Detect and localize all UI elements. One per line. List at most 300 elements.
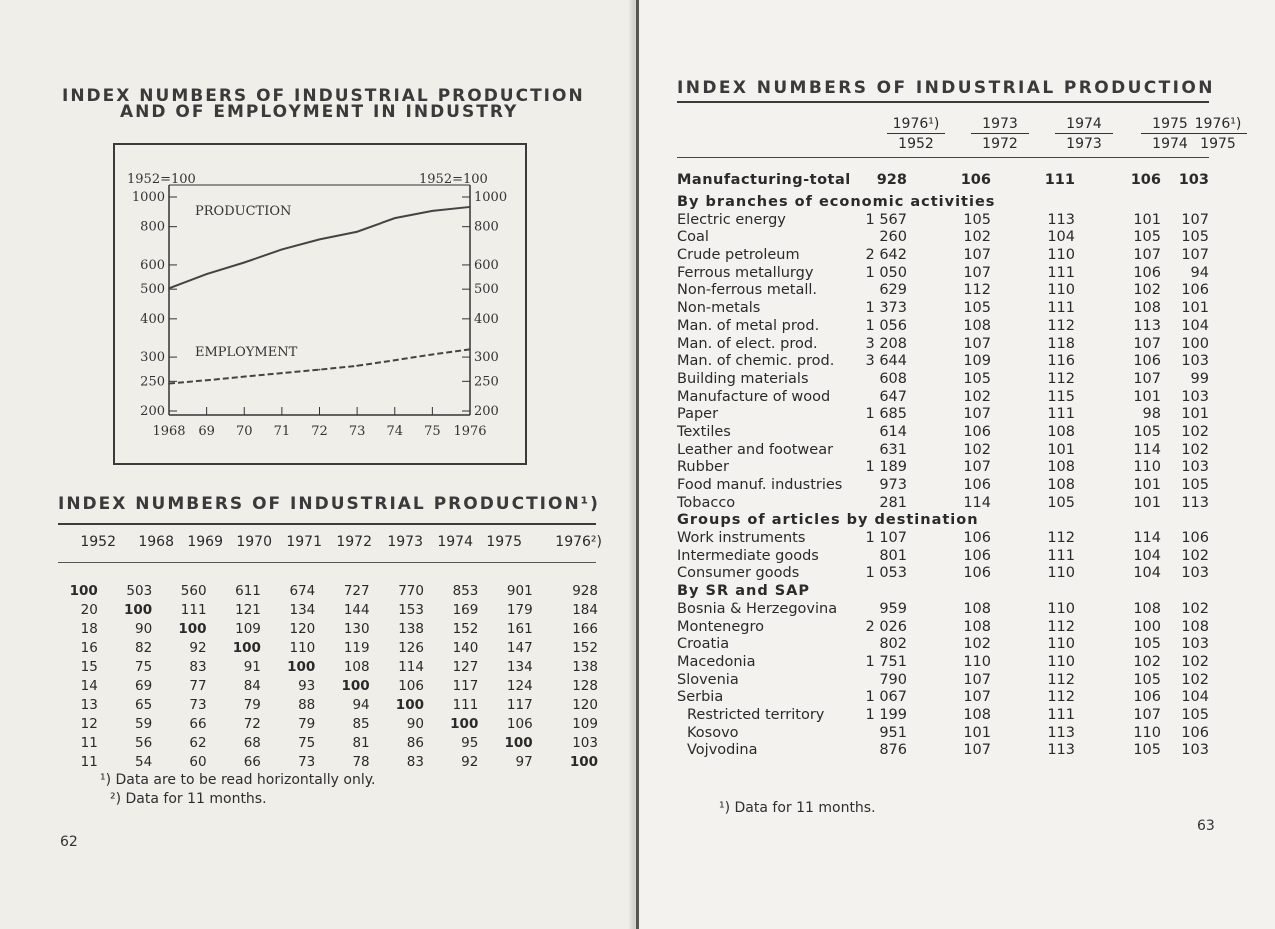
table-row [677, 353, 1247, 371]
chart-left-tick-label: 800 [140, 219, 165, 235]
row-label: Ferrous metallurgy [677, 264, 814, 281]
table-row [50, 620, 598, 639]
row-value: 1 067 [865, 689, 907, 706]
row-value: 106 [1130, 172, 1161, 188]
column-header-top: 1975 [1141, 116, 1199, 134]
row-value: 281 [879, 494, 907, 511]
table-cell: 179 [506, 602, 533, 618]
table-cell: 20 [80, 602, 98, 618]
row-value: 103 [1181, 459, 1209, 476]
row-value: 103 [1181, 388, 1209, 405]
row-value: 114 [963, 494, 991, 511]
row-value: 112 [1047, 618, 1075, 635]
chart-left-tick-label: 1000 [131, 190, 165, 205]
row-value: 113 [1133, 317, 1161, 334]
table-cell: 727 [343, 583, 370, 599]
table-cell: 75 [135, 659, 153, 675]
row-value: 110 [1047, 282, 1075, 299]
table-cell: 126 [398, 640, 424, 656]
chart-right-tick-label: 600 [474, 257, 499, 273]
table-cell: 121 [235, 602, 261, 618]
chart-left-tick-label: 400 [140, 311, 165, 327]
table-cell: 16 [80, 640, 98, 656]
table-cell: 97 [515, 754, 533, 770]
row-value: 111 [1044, 172, 1075, 188]
row-value: 973 [879, 477, 907, 493]
row-value: 116 [1047, 353, 1075, 370]
row-label: By branches of economic activities [677, 194, 996, 210]
chart-right-tick-label: 800 [474, 219, 499, 235]
chart-series-production-point [356, 231, 358, 233]
row-value: 100 [1133, 618, 1161, 635]
table-cell: 108 [343, 659, 370, 675]
chart-title-line2: AND OF EMPLOYMENT IN INDUSTRY [120, 102, 519, 122]
table-cell: 161 [506, 621, 533, 637]
table-cell: 130 [343, 621, 370, 637]
row-value: 105 [1133, 742, 1161, 759]
table-row [677, 300, 1247, 318]
table-header-cell: 1969 [187, 534, 223, 550]
left-index-table [50, 582, 598, 772]
page-number-right: 63 [1197, 818, 1215, 834]
table-row [677, 742, 1247, 760]
row-value: 112 [1047, 671, 1075, 688]
row-value: 101 [1047, 441, 1075, 458]
left-page [0, 0, 636, 929]
row-value: 104 [1047, 229, 1075, 246]
column-header-top: 1976¹) [1189, 116, 1247, 134]
table-cell: 100 [569, 754, 598, 770]
right-top-rule [677, 101, 1209, 103]
row-label: Non-ferrous metall. [677, 282, 818, 299]
chart-x-tick-label: 69 [198, 424, 215, 439]
table-row [677, 725, 1247, 743]
table-row [677, 406, 1247, 424]
chart-right-base-label: 1952=100 [419, 172, 488, 187]
chart-series-production-point [281, 249, 283, 251]
chart-series-employment-point [394, 359, 396, 361]
chart-series-production-point [168, 287, 170, 289]
row-label: Tobacco [677, 494, 736, 511]
row-label: Electric energy [677, 211, 786, 228]
row-value: 113 [1181, 494, 1209, 511]
row-value: 102 [1181, 441, 1209, 458]
row-value: 104 [1133, 565, 1161, 582]
row-value: 108 [1047, 459, 1075, 476]
table-cell: 100 [504, 735, 533, 751]
row-value: 113 [1047, 742, 1075, 759]
row-value: 260 [879, 229, 907, 246]
row-value: 108 [1133, 600, 1161, 617]
row-value: 629 [879, 282, 907, 299]
row-value: 801 [879, 547, 907, 564]
row-value: 111 [1047, 547, 1075, 564]
right-title: INDEX NUMBERS OF INDUSTRIAL PRODUCTION [677, 78, 1215, 98]
row-label: Building materials [677, 370, 809, 387]
row-value: 101 [1133, 211, 1161, 228]
table-cell: 119 [343, 640, 370, 656]
table-row [50, 696, 598, 715]
section-heading [677, 583, 1247, 601]
table-row [677, 424, 1247, 442]
row-label: Work instruments [677, 530, 806, 547]
chart-series-employment-point [281, 372, 283, 374]
row-value: 111 [1047, 264, 1075, 281]
row-value: 106 [1133, 264, 1161, 281]
table-cell: 169 [452, 602, 479, 618]
row-value: 105 [1133, 636, 1161, 653]
table-cell: 90 [406, 716, 424, 732]
row-value: 802 [879, 636, 907, 653]
section-heading [677, 194, 1247, 212]
row-label: Man. of metal prod. [677, 317, 820, 334]
table-header-rule [58, 562, 596, 563]
table-cell: 62 [189, 735, 207, 751]
row-value: 101 [1181, 300, 1209, 317]
table-row [677, 654, 1247, 672]
table-row [50, 639, 598, 658]
table-cell: 117 [506, 697, 533, 713]
table-cell: 11 [80, 735, 98, 751]
row-label: By SR and SAP [677, 583, 811, 600]
row-value: 110 [1133, 724, 1161, 741]
row-value: 107 [1181, 247, 1209, 264]
column-header-bottom: 1974 [1152, 136, 1188, 152]
table-cell: 81 [352, 735, 370, 751]
table-cell: 120 [289, 621, 316, 637]
table-cell: 82 [135, 640, 153, 656]
row-label: Manufacture of wood [677, 388, 831, 405]
column-header-bottom: 1973 [1066, 136, 1102, 152]
row-value: 108 [963, 706, 991, 723]
table-cell: 83 [189, 659, 207, 675]
row-value: 109 [963, 353, 991, 370]
row-value: 105 [1181, 706, 1209, 723]
chart-left-tick-label: 200 [140, 404, 165, 419]
table-cell: 117 [452, 678, 479, 694]
column-header [1055, 116, 1113, 152]
table-cell: 12 [80, 716, 98, 732]
right-footnote: ¹) Data for 11 months. [719, 800, 876, 816]
table-row [677, 172, 1247, 194]
row-value: 111 [1047, 406, 1075, 423]
table-cell: 184 [572, 602, 598, 618]
section-heading [677, 512, 1247, 530]
chart-x-tick-label: 71 [273, 424, 291, 439]
row-value: 106 [963, 530, 991, 547]
row-value: 103 [1181, 742, 1209, 759]
table-cell: 18 [80, 621, 98, 637]
table-cell: 100 [178, 621, 207, 637]
table-row [677, 530, 1247, 548]
row-value: 112 [1047, 689, 1075, 706]
table-cell: 853 [452, 583, 479, 599]
row-value: 647 [879, 388, 907, 405]
chart-series-production-point [469, 206, 471, 208]
row-label: Food manuf. industries [677, 477, 843, 493]
chart-left-base-label: 1952=100 [127, 172, 196, 187]
row-value: 103 [1181, 353, 1209, 370]
row-value: 107 [963, 689, 991, 706]
table-row [50, 715, 598, 734]
chart-x-tick-label: 75 [424, 424, 441, 439]
table-cell: 95 [461, 735, 479, 751]
row-value: 118 [1047, 335, 1075, 352]
table-header-cell: 1975 [486, 534, 522, 550]
table-cell: 86 [406, 735, 424, 751]
chart-title-line1: INDEX NUMBERS OF INDUSTRIAL PRODUCTION [62, 86, 585, 106]
chart-series-label-production: PRODUCTION [195, 204, 292, 220]
table-row [677, 689, 1247, 707]
row-value: 3 644 [865, 353, 907, 370]
chart-x-tick-label: 1976 [453, 424, 487, 439]
table-cell: 79 [243, 697, 261, 713]
row-value: 106 [1133, 689, 1161, 706]
table-cell: 138 [572, 659, 598, 675]
row-value: 101 [963, 724, 991, 741]
row-value: 108 [1047, 477, 1075, 493]
row-value: 115 [1047, 388, 1075, 405]
row-value: 107 [1133, 370, 1161, 387]
row-value: 1 056 [865, 317, 907, 334]
row-value: 112 [1047, 370, 1075, 387]
row-value: 1 053 [865, 565, 907, 582]
table-cell: 134 [506, 659, 533, 675]
row-value: 104 [1181, 317, 1209, 334]
row-value: 101 [1133, 388, 1161, 405]
table-cell: 77 [189, 678, 207, 694]
row-value: 101 [1133, 494, 1161, 511]
row-value: 103 [1181, 565, 1209, 582]
chart-right-tick-label: 200 [474, 404, 499, 419]
row-value: 2 642 [865, 247, 907, 264]
row-value: 106 [963, 423, 991, 440]
row-value: 107 [1133, 335, 1161, 352]
row-value: 102 [963, 388, 991, 405]
row-value: 107 [963, 247, 991, 264]
row-value: 110 [1047, 653, 1075, 670]
row-value: 102 [963, 229, 991, 246]
row-value: 1 107 [865, 530, 907, 547]
table-cell: 152 [452, 621, 479, 637]
row-value: 106 [1181, 530, 1209, 547]
row-label: Vojvodina [687, 742, 758, 759]
row-value: 876 [879, 742, 907, 759]
column-header-bottom: 1972 [982, 136, 1018, 152]
row-value: 110 [1047, 600, 1075, 617]
table-cell: 54 [135, 754, 153, 770]
table-row [677, 371, 1247, 389]
row-value: 102 [1181, 423, 1209, 440]
table-cell: 770 [398, 583, 424, 599]
row-value: 959 [879, 600, 907, 617]
table-cell: 100 [287, 659, 316, 675]
row-value: 107 [963, 742, 991, 759]
chart-svg [115, 145, 529, 467]
row-label: Serbia [677, 689, 724, 706]
table-cell: 124 [506, 678, 533, 694]
row-value: 105 [1133, 423, 1161, 440]
row-value: 631 [879, 441, 907, 458]
row-value: 1 567 [865, 211, 907, 228]
row-value: 100 [1181, 335, 1209, 352]
row-value: 108 [963, 317, 991, 334]
chart-series-employment-point [206, 379, 208, 381]
row-label: Macedonia [677, 653, 756, 670]
row-value: 107 [963, 459, 991, 476]
table-row [677, 672, 1247, 690]
row-value: 614 [879, 423, 907, 440]
row-label: Consumer goods [677, 565, 800, 582]
table-cell: 59 [135, 716, 153, 732]
row-value: 101 [1133, 477, 1161, 493]
row-value: 112 [1047, 317, 1075, 334]
table-cell: 674 [289, 583, 316, 599]
table-cell: 127 [452, 659, 479, 675]
chart-series-employment-point [431, 354, 433, 356]
table-row [677, 459, 1247, 477]
chart-right-tick-label: 400 [474, 311, 499, 327]
table-row [50, 582, 598, 601]
row-value: 2 026 [865, 618, 907, 635]
table-cell: 611 [235, 583, 261, 599]
row-label: Non-metals [677, 300, 761, 317]
chart-x-tick-label: 72 [311, 424, 328, 439]
table-cell: 66 [243, 754, 261, 770]
row-label: Croatia [677, 636, 730, 653]
row-value: 108 [963, 618, 991, 635]
table-header-cell: 1974 [437, 534, 473, 550]
chart-series-label-employment: EMPLOYMENT [195, 345, 298, 361]
table-cell: 83 [406, 754, 424, 770]
table-row [50, 677, 598, 696]
chart-series-production-point [243, 262, 245, 264]
table-cell: 138 [398, 621, 424, 637]
table-cell: 92 [461, 754, 479, 770]
table-row [677, 601, 1247, 619]
table-title: INDEX NUMBERS OF INDUSTRIAL PRODUCTION¹) [58, 494, 600, 514]
table-row [677, 442, 1247, 460]
chart-series-production-point [206, 273, 208, 275]
table-row [50, 601, 598, 620]
row-value: 111 [1047, 706, 1075, 723]
table-header-cell: 1970 [236, 534, 272, 550]
row-label: Slovenia [677, 671, 739, 688]
chart-left-tick-label: 600 [140, 257, 165, 273]
index-chart [113, 143, 527, 465]
row-label: Rubber [677, 459, 729, 476]
table-cell: 560 [180, 583, 207, 599]
row-value: 105 [1133, 671, 1161, 688]
row-value: 1 685 [865, 406, 907, 423]
table-cell: 88 [298, 697, 316, 713]
table-cell: 100 [450, 716, 479, 732]
row-value: 108 [1047, 423, 1075, 440]
table-cell: 11 [80, 754, 98, 770]
row-value: 102 [963, 441, 991, 458]
chart-left-tick-label: 250 [140, 374, 165, 390]
row-value: 104 [1133, 547, 1161, 564]
table-cell: 144 [343, 602, 370, 618]
table-cell: 90 [135, 621, 153, 637]
column-header [1189, 116, 1247, 152]
table-cell: 109 [572, 716, 598, 732]
row-value: 99 [1190, 370, 1209, 387]
table-cell: 100 [232, 640, 261, 656]
column-header [887, 116, 945, 152]
row-label: Kosovo [687, 724, 739, 741]
table-cell: 100 [395, 697, 424, 713]
row-value: 106 [1181, 282, 1209, 299]
table-top-rule [58, 523, 596, 525]
row-label: Montenegro [677, 618, 765, 635]
row-value: 110 [1133, 459, 1161, 476]
row-label: Bosnia & Herzegovina [677, 600, 838, 617]
row-value: 105 [963, 370, 991, 387]
table-cell: 901 [506, 583, 533, 599]
table-cell: 103 [572, 735, 598, 751]
table-cell: 152 [572, 640, 598, 656]
chart-series-employment-point [469, 348, 471, 350]
row-value: 105 [963, 211, 991, 228]
row-value: 1 373 [865, 300, 907, 317]
row-value: 102 [1133, 653, 1161, 670]
table-cell: 15 [80, 659, 98, 675]
table-cell: 147 [506, 640, 533, 656]
table-cell: 94 [352, 697, 370, 713]
row-value: 1 189 [865, 459, 907, 476]
right-header-rule [677, 157, 1209, 158]
row-label: Textiles [677, 423, 731, 440]
row-value: 1 199 [865, 706, 907, 723]
row-value: 106 [963, 565, 991, 582]
table-row [677, 282, 1247, 300]
row-value: 105 [963, 300, 991, 317]
table-row [677, 619, 1247, 637]
chart-left-tick-label: 300 [140, 350, 165, 366]
column-header [971, 116, 1029, 152]
row-value: 111 [1047, 300, 1075, 317]
row-value: 1 751 [865, 653, 907, 670]
table-row [677, 318, 1247, 336]
row-value: 106 [1181, 724, 1209, 741]
row-value: 3 208 [865, 335, 907, 352]
table-cell: 91 [243, 659, 261, 675]
table-cell: 166 [572, 621, 598, 637]
table-row [677, 707, 1247, 725]
row-value: 106 [963, 477, 991, 493]
column-header-bottom: 1952 [898, 136, 934, 152]
chart-x-tick-label: 1968 [152, 424, 186, 439]
row-label: Coal [677, 229, 709, 246]
table-cell: 140 [452, 640, 479, 656]
row-value: 107 [963, 264, 991, 281]
row-value: 790 [879, 671, 907, 688]
row-value: 102 [963, 636, 991, 653]
table-cell: 84 [243, 678, 261, 694]
table-cell: 85 [352, 716, 370, 732]
column-header-top: 1974 [1055, 116, 1113, 134]
table-cell: 75 [298, 735, 316, 751]
table-cell: 109 [235, 621, 261, 637]
row-value: 106 [1133, 353, 1161, 370]
table-cell: 65 [135, 697, 153, 713]
row-value: 107 [963, 671, 991, 688]
row-value: 94 [1190, 264, 1209, 281]
row-label: Paper [677, 406, 719, 423]
row-value: 114 [1133, 441, 1161, 458]
chart-series-employment-point [356, 365, 358, 367]
